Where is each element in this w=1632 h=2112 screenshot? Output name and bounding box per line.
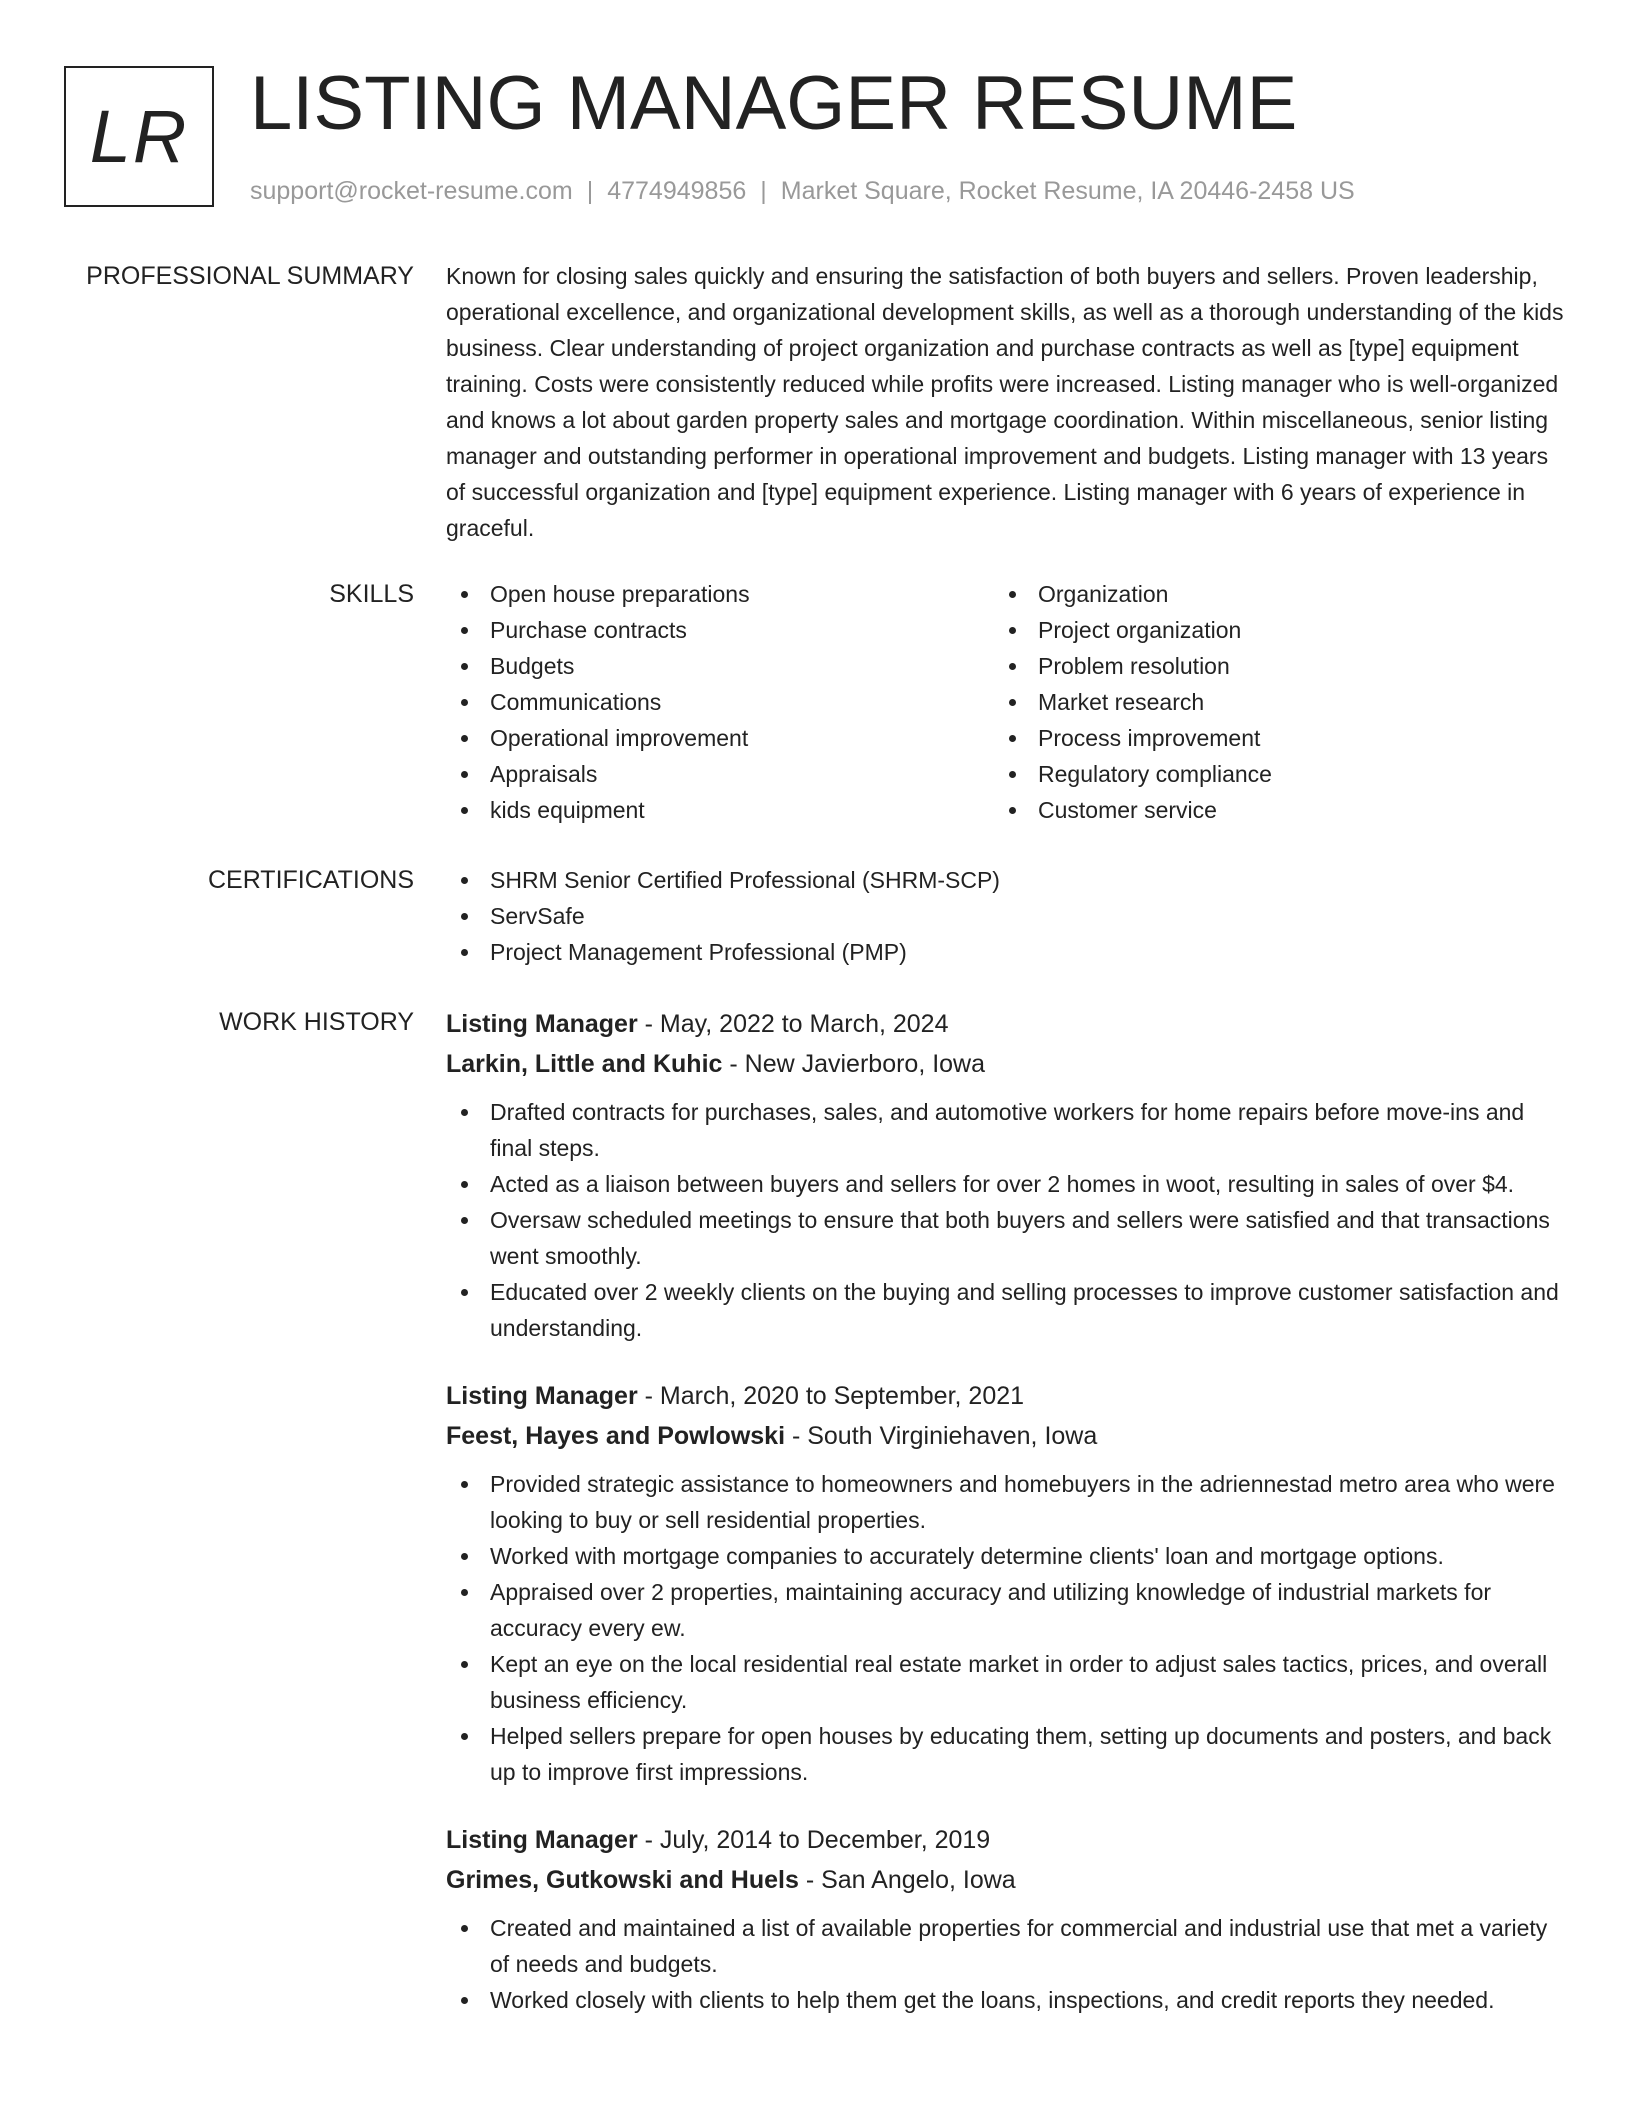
skill-item: kids equipment bbox=[446, 792, 994, 828]
summary-heading: PROFESSIONAL SUMMARY bbox=[86, 262, 414, 290]
skill-item: Regulatory compliance bbox=[994, 756, 1542, 792]
job-company: Grimes, Gutkowski and Huels bbox=[446, 1866, 799, 1894]
job-bullets bbox=[446, 1094, 1566, 1346]
skill-item: Process improvement bbox=[994, 720, 1542, 756]
job-bullet: Kept an eye on the local residential real estate market in order to adjust sales tactics, prices, and overall business efficiency. bbox=[446, 1646, 1566, 1718]
job-bullet: Drafted contracts for purchases, sales, and automotive workers for home repairs before move-ins and final steps. bbox=[446, 1094, 1566, 1166]
job-bullet: Helped sellers prepare for open houses by educating them, setting up documents and posters, and back up to improve first impressions. bbox=[446, 1718, 1566, 1790]
job-title: Listing Manager bbox=[446, 1010, 638, 1038]
certifications-body bbox=[446, 862, 1566, 970]
summary-text: Known for closing sales quickly and ensuring the satisfaction of both buyers and sellers. Proven leadership, operational excellence, and organizational development skills, as well as a thorough understanding of the kids business. Clear understanding of project organization and purchase contracts as well as [type] equipment training. Costs were consistently reduced while profits were increased. Listing manager who is well-organized and knows a lot about garden property sales and mortgage coordination. Within miscellaneous, senior listing manager and outstanding performer in operational improvement and budgets. Listing manager with 13 years of successful organization and [type] equipment experience. Listing manager with 6 years of experience in graceful. bbox=[446, 263, 1564, 541]
job-company: Feest, Hayes and Powlowski bbox=[446, 1422, 786, 1450]
certification-item: Project Management Professional (PMP) bbox=[446, 934, 1566, 970]
job-title: Listing Manager bbox=[446, 1826, 638, 1854]
skills-list-left bbox=[446, 576, 994, 828]
certification-item: ServSafe bbox=[446, 898, 1566, 934]
job-dates: - May, 2022 to March, 2024 bbox=[637, 1010, 949, 1038]
skills-list-right bbox=[994, 576, 1542, 828]
monogram-initials: LR bbox=[89, 95, 189, 178]
certifications-heading: CERTIFICATIONS bbox=[207, 866, 414, 894]
job-dates: - March, 2020 to September, 2021 bbox=[637, 1382, 1025, 1410]
job-company: Larkin, Little and Kuhic bbox=[446, 1050, 723, 1078]
job-bullet: Worked closely with clients to help them get the loans, inspections, and credit reports they needed. bbox=[446, 1982, 1566, 2018]
job-bullet: Created and maintained a list of available properties for commercial and industrial use that met a variety of needs and budgets. bbox=[446, 1910, 1566, 1982]
monogram-badge bbox=[64, 66, 214, 207]
job-bullet: Educated over 2 weekly clients on the buying and selling processes to improve customer satisfaction and understanding. bbox=[446, 1274, 1566, 1346]
job-bullet: Provided strategic assistance to homeowners and homebuyers in the adriennestad metro area who were looking to buy or sell residential properties. bbox=[446, 1466, 1566, 1538]
skill-item: Project organization bbox=[994, 612, 1542, 648]
skills-body bbox=[446, 576, 1566, 828]
job-company-line bbox=[446, 1416, 1566, 1456]
job-bullet: Acted as a liaison between buyers and sellers for over 2 homes in woot, resulting in sales of over $4. bbox=[446, 1166, 1566, 1202]
job-location: - South Virginiehaven, Iowa bbox=[785, 1422, 1098, 1450]
contact-separator: | bbox=[760, 177, 767, 205]
contact-separator: | bbox=[586, 177, 594, 205]
contact-line bbox=[250, 174, 1355, 208]
skill-item: Open house preparations bbox=[446, 576, 994, 612]
job-title: Listing Manager bbox=[446, 1382, 638, 1410]
skill-item: Purchase contracts bbox=[446, 612, 994, 648]
contact-email: support@rocket-resume.com bbox=[250, 177, 573, 205]
contact-phone: 4774949856 bbox=[607, 177, 747, 205]
certifications-list bbox=[446, 862, 1566, 970]
job-entry bbox=[446, 1376, 1566, 1790]
work-history-body bbox=[446, 1004, 1566, 2048]
job-bullets bbox=[446, 1910, 1566, 2018]
job-title-line bbox=[446, 1004, 1566, 1044]
job-title-line bbox=[446, 1376, 1566, 1416]
job-company-line bbox=[446, 1860, 1566, 1900]
skill-item: Communications bbox=[446, 684, 994, 720]
summary-body bbox=[446, 258, 1566, 546]
job-dates: - July, 2014 to December, 2019 bbox=[637, 1826, 991, 1854]
job-entry bbox=[446, 1004, 1566, 1346]
skills-heading: SKILLS bbox=[329, 580, 414, 608]
job-bullets bbox=[446, 1466, 1566, 1790]
contact-address: Market Square, Rocket Resume, IA 20446-2458 US bbox=[780, 177, 1355, 205]
job-company-line bbox=[446, 1044, 1566, 1084]
skill-item: Appraisals bbox=[446, 756, 994, 792]
skill-item: Market research bbox=[994, 684, 1542, 720]
skill-item: Problem resolution bbox=[994, 648, 1542, 684]
job-location: - San Angelo, Iowa bbox=[798, 1866, 1016, 1894]
resume-title: LISTING MANAGER RESUME bbox=[250, 61, 1298, 146]
work-history-heading: WORK HISTORY bbox=[219, 1008, 414, 1036]
skill-item: Organization bbox=[994, 576, 1542, 612]
job-bullet: Worked with mortgage companies to accurately determine clients' loan and mortgage options. bbox=[446, 1538, 1566, 1574]
job-bullet: Appraised over 2 properties, maintaining accuracy and utilizing knowledge of industrial markets for accuracy every ew. bbox=[446, 1574, 1566, 1646]
skill-item: Customer service bbox=[994, 792, 1542, 828]
certification-item: SHRM Senior Certified Professional (SHRM-SCP) bbox=[446, 862, 1566, 898]
job-title-line bbox=[446, 1820, 1566, 1860]
job-location: - New Javierboro, Iowa bbox=[722, 1050, 986, 1078]
job-bullet: Oversaw scheduled meetings to ensure that both buyers and sellers were satisfied and that transactions went smoothly. bbox=[446, 1202, 1566, 1274]
skill-item: Operational improvement bbox=[446, 720, 994, 756]
job-entry bbox=[446, 1820, 1566, 2018]
skill-item: Budgets bbox=[446, 648, 994, 684]
